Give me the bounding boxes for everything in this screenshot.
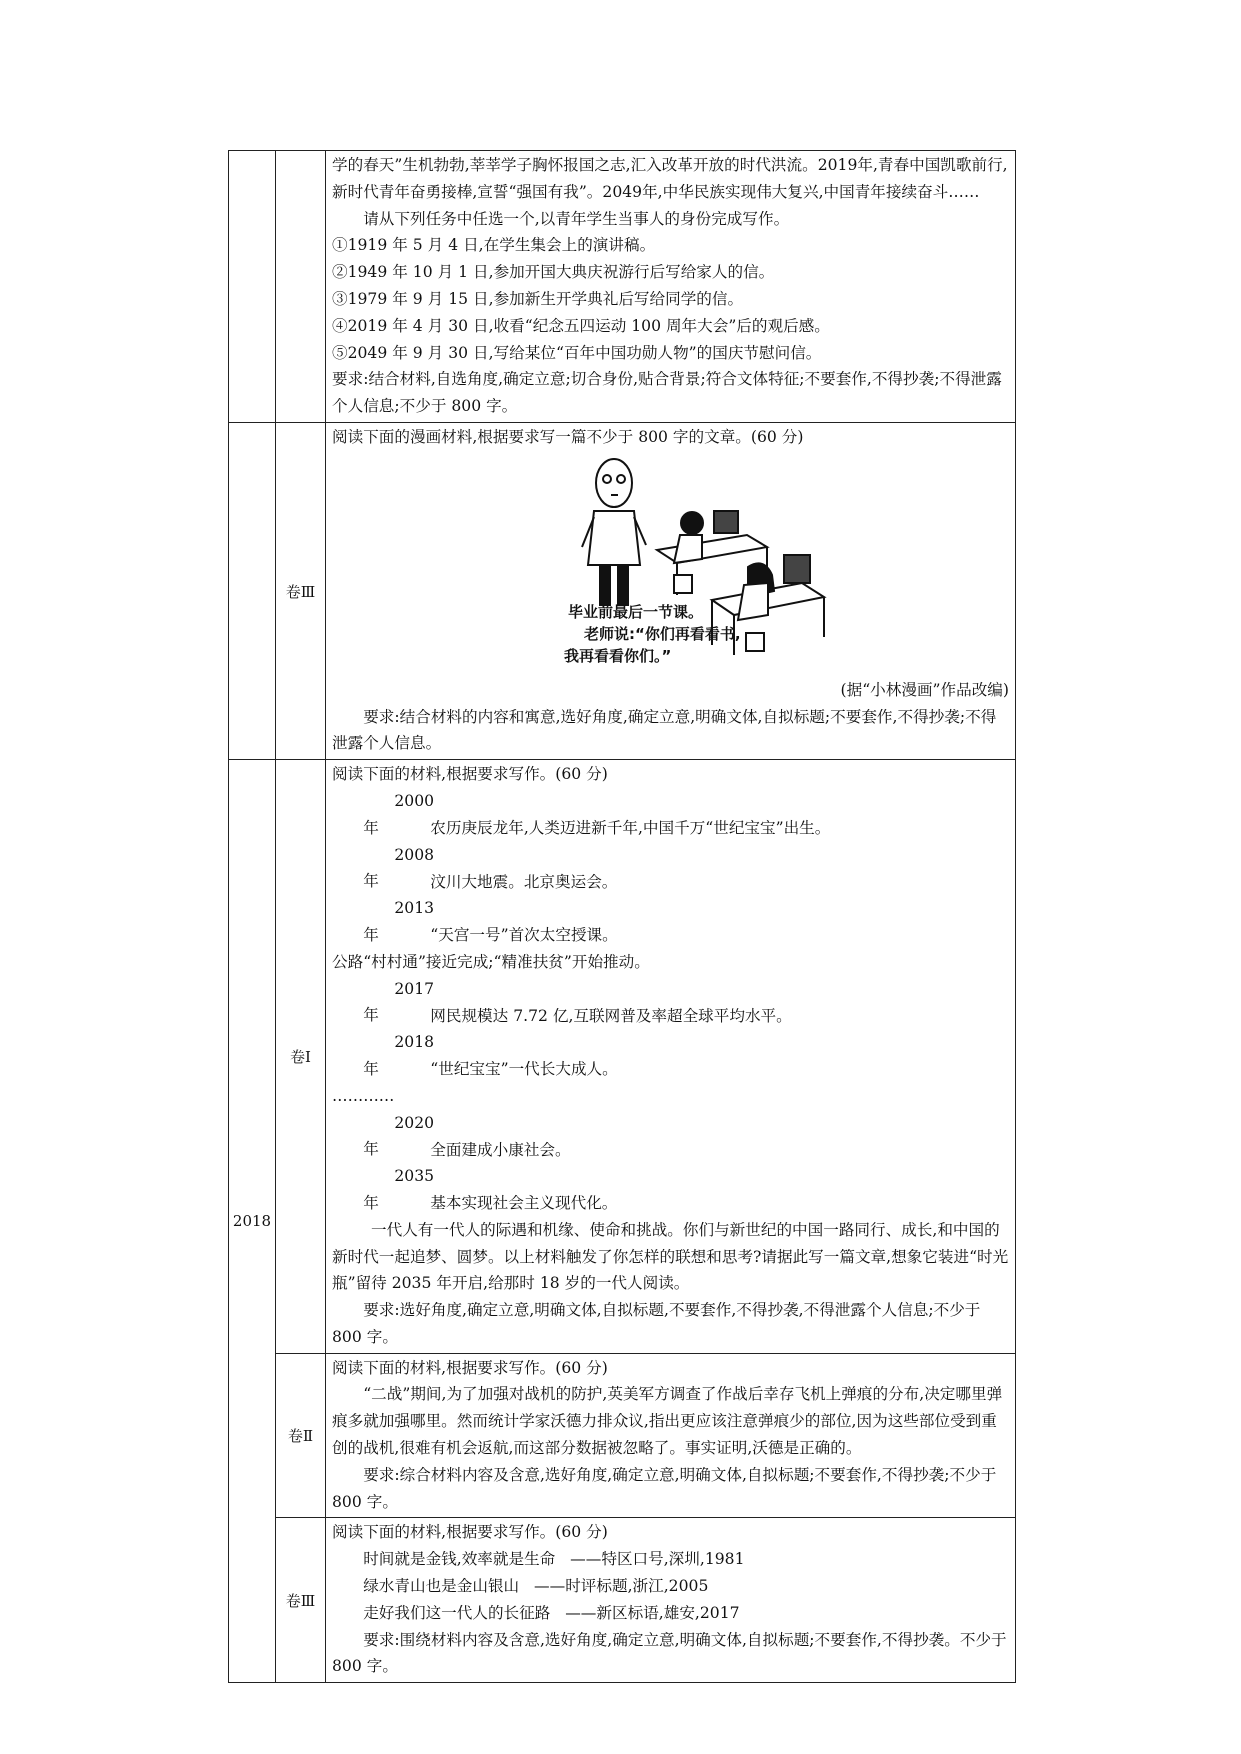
task-option: ⑤2049 年 9 月 30 日,写给某位“百年中国功勋人物”的国庆节慰问信。 xyxy=(332,343,822,362)
quote-line xyxy=(332,1573,1009,1600)
timeline-item xyxy=(332,842,1009,896)
material-text: 一代人有一代人的际遇和机缘、使命和挑战。你们与新世纪的中国一路同行、成长,和中国的新时代一起追梦、圆梦。以上材料触发了你怎样的联想和思考?请据此写一篇文章,想象它装进“时光瓶”留待 2035 年开启,给那时 18 岁的一代人阅读。 xyxy=(332,1220,1009,1293)
timeline-text: ………… xyxy=(332,1086,395,1105)
requirement-text: 要求:结合材料的内容和寓意,选好角度,确定立意,明确文体,自拟标题;不要套作,不得抄袭;不得泄露个人信息。 xyxy=(332,707,997,753)
timeline-item xyxy=(332,788,1009,842)
prompt-intro: 阅读下面的材料,根据要求写作。(60 分) xyxy=(332,1523,608,1542)
prompt-intro: 阅读下面的材料,根据要求写作。(60 分) xyxy=(332,1358,608,1377)
material-text: “二战”期间,为了加强对战机的防护,英美军方调查了作战后幸存飞机上弹痕的分布,决定哪里弹痕多就加强哪里。然而统计学家沃德力排众议,指出更应该注意弹痕少的部位,因为这些部位受到重创的战机,很难有机会返航,而这部分数据被忽略了。事实证明,沃德是正确的。 xyxy=(332,1385,1003,1458)
quote-source: ——特区口号,深圳,1981 xyxy=(570,1550,745,1569)
prompt-intro: 阅读下面的材料,根据要求写作。(60 分) xyxy=(332,765,608,784)
timeline-item xyxy=(332,895,1009,949)
material-text: 学的春天”生机勃勃,莘莘学子胸怀报国之志,汇入改革开放的时代洪流。2019年,青春中国凯歌前行,新时代青年奋勇接棒,宣誓“强国有我”。2049年,中华民族实现伟大复兴,中国青年接续奋斗…… xyxy=(332,156,1008,201)
year-cell-empty xyxy=(229,151,276,423)
volume-cell: 卷Ⅲ xyxy=(276,1518,326,1683)
cartoon-caption: 毕业前最后一节课。 xyxy=(568,602,704,621)
quote-source: ——新区标语,雄安,2017 xyxy=(565,1603,740,1622)
table-row xyxy=(229,422,1016,759)
timeline-year: 2020 年 xyxy=(363,1113,435,1159)
requirement-text: 要求:选好角度,确定立意,明确文体,自拟标题,不要套作,不得抄袭,不得泄露个人信息;不少于 800 字。 xyxy=(332,1301,981,1346)
timeline-item xyxy=(332,1083,1009,1110)
timeline-text: 基本实现社会主义现代化。 xyxy=(430,1193,618,1212)
task-option: ③1979 年 9 月 15 日,参加新生开学典礼后写给同学的信。 xyxy=(332,289,744,308)
volume-cell: 卷Ⅱ xyxy=(276,1353,326,1518)
requirement-text: 要求:结合材料,自选角度,确定立意;切合身份,贴合背景;符合文体特征;不要套作,不得抄袭;不得泄露个人信息;不少于 800 字。 xyxy=(332,370,1002,416)
task-option: ④2019 年 4 月 30 日,收看“纪念五四运动 100 周年大会”后的观后感。 xyxy=(332,316,830,335)
prompt-content xyxy=(326,1518,1016,1683)
quote-line xyxy=(332,1546,1009,1573)
task-option: ②1949 年 10 月 1 日,参加开国大典庆祝游行后写给家人的信。 xyxy=(332,263,775,282)
timeline-text: 农历庚辰龙年,人类迈进新千年,中国千万“世纪宝宝”出生。 xyxy=(430,818,831,837)
cartoon-caption: 我再看看你们。” xyxy=(564,646,672,665)
prompt-table xyxy=(228,150,1016,1683)
table-row xyxy=(229,760,1016,1354)
cartoon-source: (据“小林漫画”作品改编) xyxy=(840,680,1009,699)
timeline-year: 2035 年 xyxy=(363,1167,435,1212)
prompt-content xyxy=(326,151,1016,423)
timeline-item xyxy=(332,1110,1009,1164)
timeline-text: “天宫一号”首次太空授课。 xyxy=(430,925,618,944)
task-instruction: 请从下列任务中任选一个,以青年学生当事人的身份完成写作。 xyxy=(363,209,790,228)
quote-text: 时间就是金钱,效率就是生命 xyxy=(363,1550,556,1569)
task-option: ①1919 年 5 月 4 日,在学生集会上的演讲稿。 xyxy=(332,236,656,255)
prompt-content xyxy=(326,1353,1016,1518)
timeline-item xyxy=(332,1163,1009,1217)
table-row xyxy=(229,1518,1016,1683)
timeline-item xyxy=(332,976,1009,1030)
volume-cell: 卷Ⅰ xyxy=(276,760,326,1354)
table-row xyxy=(229,1353,1016,1518)
volume-cell xyxy=(276,151,326,423)
table-row xyxy=(229,151,1016,423)
prompt-content xyxy=(326,422,1016,759)
timeline-text: 全面建成小康社会。 xyxy=(430,1140,571,1159)
timeline-year: 2018 年 xyxy=(363,1033,435,1078)
timeline-year: 2000 年 xyxy=(363,791,435,837)
timeline-text: 公路“村村通”接近完成;“精准扶贫”开始推动。 xyxy=(332,952,650,971)
timeline-year: 2013 年 xyxy=(363,899,435,944)
quote-text: 走好我们这一代人的长征路 xyxy=(363,1603,551,1622)
timeline-year: 2008 年 xyxy=(363,845,435,891)
prompt-content xyxy=(326,760,1016,1354)
timeline-item xyxy=(332,949,1009,976)
cartoon-illustration xyxy=(562,455,832,675)
cartoon-caption: 老师说:“你们再看看书, xyxy=(584,624,741,643)
requirement-text: 要求:围绕材料内容及含意,选好角度,确定立意,明确文体,自拟标题;不要套作,不得抄袭。不少于 800 字。 xyxy=(332,1630,1007,1676)
quote-text: 绿水青山也是金山银山 xyxy=(363,1577,520,1596)
year-cell: 2018 xyxy=(229,760,276,1683)
year-cell-empty xyxy=(229,422,276,759)
requirement-text: 要求:综合材料内容及含意,选好角度,确定立意,明确文体,自拟标题;不要套作,不得抄袭;不少于 800 字。 xyxy=(332,1465,997,1511)
quote-line xyxy=(332,1600,1009,1627)
timeline-item xyxy=(332,1029,1009,1083)
quote-source: ——时评标题,浙江,2005 xyxy=(534,1577,709,1596)
volume-cell: 卷Ⅲ xyxy=(276,422,326,759)
timeline-text: “世纪宝宝”一代长大成人。 xyxy=(430,1059,618,1078)
timeline-year: 2017 年 xyxy=(363,979,435,1025)
essay-prompt-table xyxy=(228,150,1016,1683)
teacher-figure xyxy=(582,459,646,605)
timeline-text: 汶川大地震。北京奥运会。 xyxy=(430,872,618,891)
prompt-intro: 阅读下面的漫画材料,根据要求写一篇不少于 800 字的文章。(60 分) xyxy=(332,427,804,446)
timeline-text: 网民规模达 7.72 亿,互联网普及率超全球平均水平。 xyxy=(430,1006,792,1025)
